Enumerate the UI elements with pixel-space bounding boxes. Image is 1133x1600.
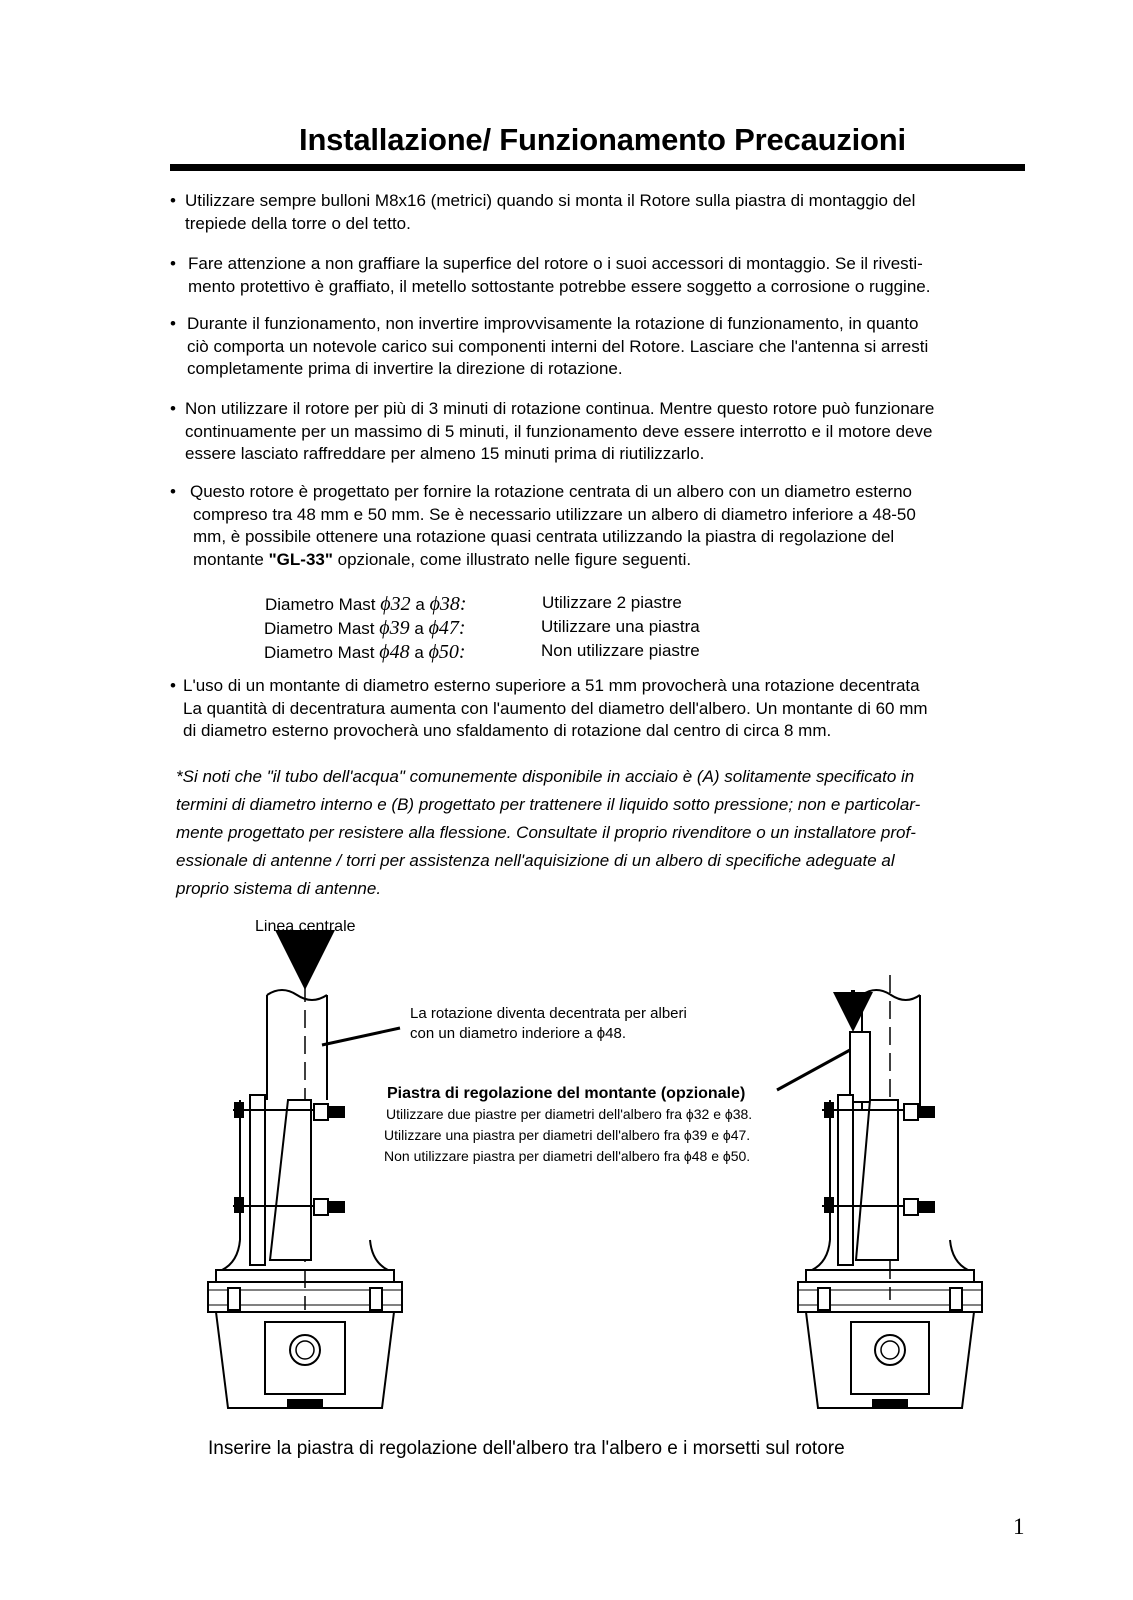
mast-label: Diametro Mast — [264, 643, 375, 662]
mast-to: ϕ50: — [428, 641, 466, 663]
bullet-line: La quantità di decentratura aumenta con l'aumento del diametro dell'albero. Un montante di 60 mm — [183, 698, 928, 718]
note-line: essionale di antenne / torri per assistenza nell'aquisizione di un albero di specifiche adeguate al — [176, 851, 895, 870]
mast-instruction: Utilizzare 2 piastre — [542, 593, 682, 612]
plate-line: Non utilizzare piastra per diametri dell'albero fra ϕ48 e ϕ50. — [384, 1148, 751, 1164]
mast-from: ϕ32 — [380, 593, 411, 615]
rotor-left-drawing — [208, 958, 402, 1408]
note-line: proprio sistema di antenne. — [176, 879, 382, 898]
bullet-text: montante — [193, 549, 269, 569]
bullet-line: compreso tra 48 mm e 50 mm. Se è necessario utilizzare un albero di diametro inferiore a 48-50 — [193, 504, 916, 524]
list-item — [170, 253, 1040, 298]
mast-from: ϕ39 — [379, 617, 410, 639]
mast-range — [265, 593, 467, 616]
page-title: Installazione/ Funzionamento Precauzioni — [299, 122, 906, 157]
bullet-mark: • — [170, 254, 176, 273]
bullet-line: ciò comporta un notevole carico sui componenti interni del Rotore. Lasciare che l'antenna si arresti — [187, 336, 929, 356]
mast-sep: a — [414, 643, 424, 662]
list-item — [170, 190, 1040, 235]
bullet-line: mento protettivo è graffiato, il metello sottostante potrebbe essere soggetto a corrosione o ruggine. — [188, 276, 931, 296]
list-item — [170, 481, 1040, 571]
mast-range — [264, 617, 466, 640]
mast-instruction: Utilizzare una piastra — [541, 617, 700, 636]
bullet-line: Durante il funzionamento, non invertire improvvisamente la rotazione di funzionamento, in quanto — [187, 314, 919, 333]
part-number: "GL-33" — [268, 549, 333, 569]
list-item — [170, 313, 1040, 381]
mast-to: ϕ47: — [428, 617, 466, 639]
bullet-line — [170, 549, 1040, 572]
plate-line: Utilizzare due piastre per diametri dell'albero fra ϕ32 e ϕ38. — [386, 1106, 753, 1122]
note-line: *Si noti che "il tubo dell'acqua" comunemente disponibile in acciaio è (A) solitamente specificato in — [176, 767, 915, 786]
bullet-mark: • — [170, 191, 176, 210]
list-item — [170, 675, 1040, 743]
bullet-text: opzionale, come illustrato nelle figure seguenti. — [332, 549, 692, 569]
bullet-line: essere lasciato raffreddare per almeno 15 minuti prima di riutilizzarlo. — [185, 444, 705, 463]
figure-caption: Inserire la piastra di regolazione dell'albero tra l'albero e i morsetti sul rotore — [208, 1438, 845, 1459]
mast-range — [264, 641, 466, 664]
bullet-line: completamente prima di invertire la direzione di rotazione. — [187, 359, 623, 378]
note — [176, 763, 1036, 903]
bullet-mark: • — [170, 482, 176, 501]
rotor-installation-diagram — [0, 920, 1133, 1420]
bullet-line: Fare attenzione a non graffiare la superfice del rotore o i suoi accessori di montaggio. Se il rivesti- — [188, 254, 923, 273]
bullet-mark: • — [170, 314, 176, 333]
mast-from: ϕ48 — [379, 641, 410, 663]
list-item — [170, 398, 1040, 466]
mast-label: Diametro Mast — [265, 595, 376, 614]
centerline-label: Linea centrale — [255, 920, 356, 935]
offcenter-label-line1: La rotazione diventa decentrata per alberi — [410, 1005, 687, 1022]
plate-title: Piastra di regolazione del montante (opzionale) — [387, 1085, 746, 1102]
bullet-line: continuamente per un massimo di 5 minuti, il funzionamento deve essere interrotto e il motore deve — [185, 421, 933, 441]
bullet-mark: • — [170, 399, 176, 418]
mast-to: ϕ38: — [429, 593, 467, 615]
title-rule — [170, 164, 1025, 171]
note-line: mente progettato per resistere alla flessione. Consultate il proprio rivenditore o un installatore prof- — [176, 823, 916, 842]
mast-instruction: Non utilizzare piastre — [541, 641, 700, 660]
mast-sep: a — [415, 595, 425, 614]
rotor-right-drawing — [798, 975, 982, 1408]
bullet-line: L'uso di un montante di diametro esterno superiore a 51 mm provocherà una rotazione decentrata — [183, 676, 920, 695]
bullet-line: trepiede della torre o del tetto. — [185, 213, 411, 233]
offcenter-label-line2: con un diametro inderiore a ϕ48. — [410, 1025, 627, 1042]
bullet-mark: • — [170, 676, 176, 695]
mast-sep: a — [414, 619, 424, 638]
plate-line: Utilizzare una piastra per diametri dell'albero fra ϕ39 e ϕ47. — [384, 1127, 751, 1143]
bullet-line: di diametro esterno provocherà uno sfaldamento di rotazione dal centro di circa 8 mm. — [183, 721, 832, 740]
page-number: 1 — [1013, 1514, 1025, 1539]
note-line: termini di diametro interno e (B) progettato per trattenere il liquido sotto pressione; non e particolar- — [176, 795, 921, 814]
bullet-line: mm, è possibile ottenere una rotazione quasi centrata utilizzando la piastra di regolazione del — [193, 527, 895, 546]
bullet-line: Non utilizzare il rotore per più di 3 minuti di rotazione continua. Mentre questo rotore può funzionare — [185, 399, 935, 418]
bullet-line: Utilizzare sempre bulloni M8x16 (metrici) quando si monta il Rotore sulla piastra di montaggio del — [185, 191, 916, 210]
mast-label: Diametro Mast — [264, 619, 375, 638]
bullet-line: Questo rotore è progettato per fornire la rotazione centrata di un albero con un diametro esterno — [190, 482, 912, 501]
